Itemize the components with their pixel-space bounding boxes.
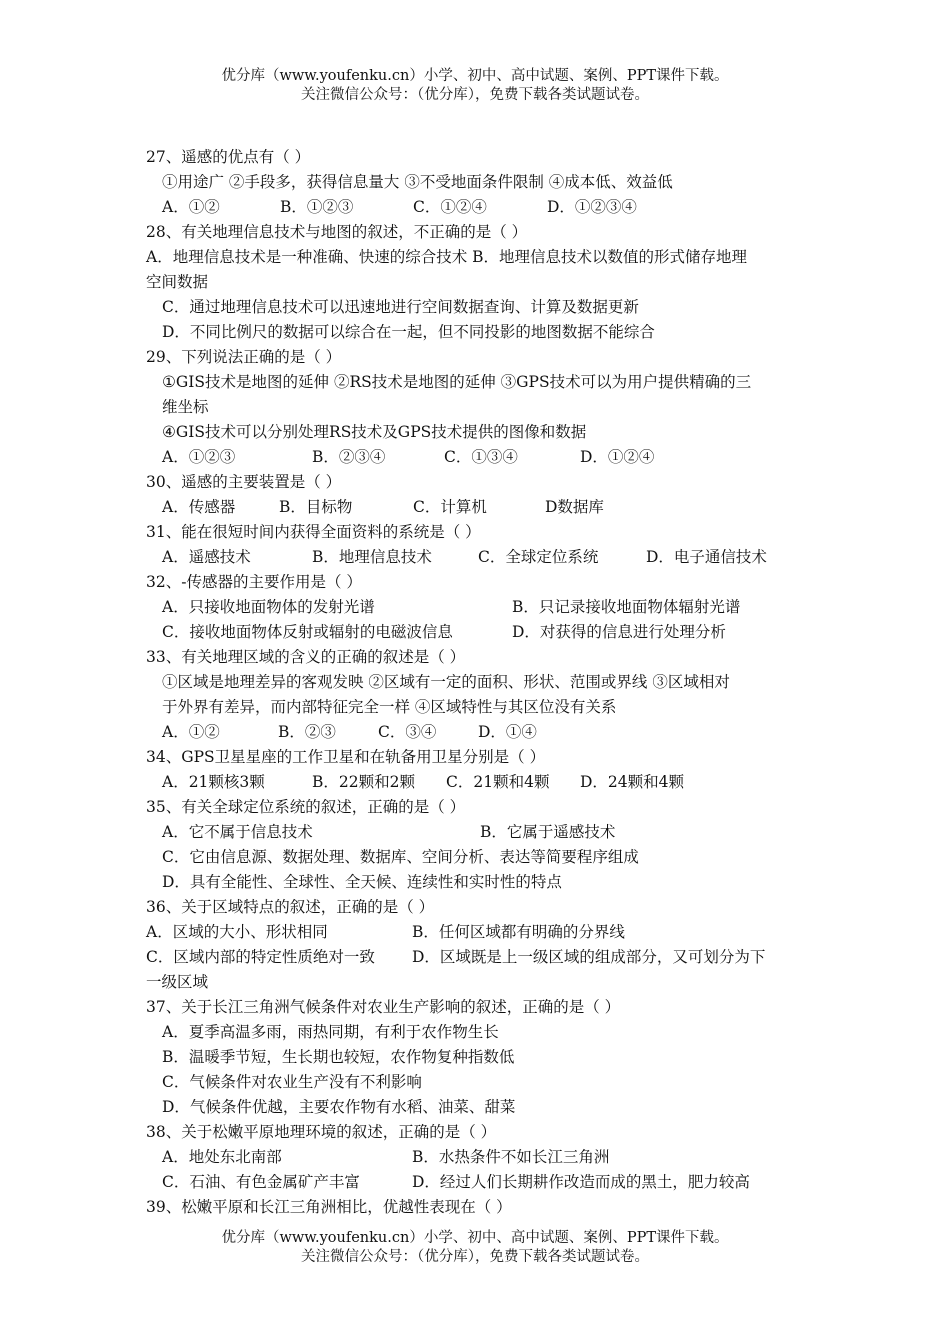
q32-options-row-1 [162, 596, 862, 620]
q28-option-d: D．不同比例尺的数据可以综合在一起，但不同投影的地图数据不能综合 [162, 323, 655, 341]
q32-stem: 32、-传感器的主要作用是（ ） [146, 573, 362, 591]
q33-option-b: B．②③ [278, 723, 336, 741]
q30-stem: 30、遥感的主要装置是（ ） [146, 473, 342, 491]
q31-option-b: B．地理信息技术 [312, 548, 432, 566]
q36-option-d: D．区域既是上一级区域的组成部分，又可划分为下 [412, 948, 766, 966]
q27-option-a: A．①② [162, 198, 220, 216]
q31-stem: 31、能在很短时间内获得全面资料的系统是（ ） [146, 523, 481, 541]
q33-option-c: C．③④ [378, 723, 437, 741]
q35-option-a: A．它不属于信息技术 [162, 823, 313, 841]
q36-option-d-cont: 一级区域 [146, 973, 209, 991]
q37-option-d: D．气候条件优越，主要农作物有水稻、油菜、甜菜 [162, 1098, 516, 1116]
q30-option-c: C．计算机 [413, 498, 487, 516]
q30-option-b: B．目标物 [279, 498, 353, 516]
q31-option-d: D．电子通信技术 [646, 548, 767, 566]
q33-statements-2: 于外界有差异，而内部特征完全一样 ④区域特性与其区位没有关系 [162, 698, 617, 716]
q34-option-a: A．21颗核3颗 [162, 773, 265, 791]
q32-option-b: B．只记录接收地面物体辐射光谱 [512, 598, 741, 616]
q31-options [162, 546, 862, 570]
q35-option-d: D．具有全能性、全球性、全天候、连续性和实时性的特点 [162, 873, 562, 891]
q28-stem: 28、有关地理信息技术与地图的叙述，不正确的是（ ） [146, 223, 528, 241]
q33-statements-1: ①区域是地理差异的客观发映 ②区域有一定的面积、形状、范围或界线 ③区域相对 [162, 673, 730, 691]
q29-statements-1: ①GIS技术是地图的延伸 ②RS技术是地图的延伸 ③GPS技术可以为用户提供精确的三 [162, 373, 752, 391]
q32-option-c: C．接收地面物体反射或辐射的电磁波信息 [162, 623, 453, 641]
q29-stem: 29、下列说法正确的是（ ） [146, 348, 342, 366]
q34-options [162, 771, 862, 795]
q35-options-row-1 [162, 821, 862, 845]
q38-options-row-1 [162, 1146, 862, 1170]
q36-options-row-1 [146, 921, 846, 945]
q30-options [162, 496, 862, 520]
q38-option-b: B．水热条件不如长江三角洲 [412, 1148, 610, 1166]
page-header [0, 67, 950, 105]
header-line-1: 优分库（www.youfenku.cn）小学、初中、高中试题、案例、PPT课件下载。 [221, 68, 729, 84]
q30-option-d: D数据库 [545, 498, 604, 516]
q34-stem: 34、GPS卫星星座的工作卫星和在轨备用卫星分别是（ ） [146, 748, 546, 766]
q38-stem: 38、关于松嫩平原地理环境的叙述，正确的是（ ） [146, 1123, 497, 1141]
q29-option-c: C．①③④ [444, 448, 518, 466]
q32-options-row-2 [162, 621, 862, 645]
q36-options-row-2 [146, 946, 846, 970]
page-footer [0, 1229, 950, 1267]
q31-option-c: C．全球定位系统 [478, 548, 599, 566]
q36-option-b: B．任何区域都有明确的分界线 [412, 923, 625, 941]
q38-option-c: C．石油、有色金属矿产丰富 [162, 1173, 360, 1191]
q35-stem: 35、有关全球定位系统的叙述，正确的是（ ） [146, 798, 466, 816]
q37-option-b: B．温暖季节短，生长期也较短，农作物复种指数低 [162, 1048, 515, 1066]
q33-option-a: A．①② [162, 723, 220, 741]
q27-stem: 27、遥感的优点有（ ） [146, 148, 311, 166]
q32-option-d: D．对获得的信息进行处理分析 [512, 623, 726, 641]
q35-option-b: B．它属于遥感技术 [480, 823, 616, 841]
q28-option-a-b: A．地理信息技术是一种准确、快速的综合技术 B．地理信息技术以数值的形式储存地理 [146, 248, 748, 266]
q31-option-a: A．遥感技术 [162, 548, 251, 566]
q38-option-a: A．地处东北南部 [162, 1148, 282, 1166]
q27-option-d: D．①②③④ [547, 198, 637, 216]
q27-option-c: C．①②④ [413, 198, 487, 216]
q27-options [162, 196, 862, 220]
q34-option-b: B．22颗和2颗 [312, 773, 415, 791]
q27-option-b: B．①②③ [280, 198, 354, 216]
q38-option-d: D．经过人们长期耕作改造而成的黑土，肥力较高 [412, 1173, 750, 1191]
q37-option-a: A．夏季高温多雨，雨热同期，有利于农作物生长 [162, 1023, 499, 1041]
footer-line-1: 优分库（www.youfenku.cn）小学、初中、高中试题、案例、PPT课件下载。 [221, 1230, 729, 1246]
q37-option-c: C．气候条件对农业生产没有不利影响 [162, 1073, 422, 1091]
q33-stem: 33、有关地理区域的含义的正确的叙述是（ ） [146, 648, 466, 666]
q38-options-row-2 [162, 1171, 862, 1195]
q34-option-d: D．24颗和4颗 [580, 773, 685, 791]
header-line-2: 关注微信公众号：（优分库），免费下载各类试题试卷。 [301, 87, 649, 103]
q36-stem: 36、关于区域特点的叙述，正确的是（ ） [146, 898, 435, 916]
q28-option-c: C．通过地理信息技术可以迅速地进行空间数据查询、计算及数据更新 [162, 298, 639, 316]
q29-statements-2: ④GIS技术可以分别处理RS技术及GPS技术提供的图像和数据 [162, 423, 587, 441]
q28-option-b-cont: 空间数据 [146, 273, 209, 291]
q36-option-c: C．区域内部的特定性质绝对一致 [146, 948, 375, 966]
footer-line-2: 关注微信公众号：（优分库），免费下载各类试题试卷。 [301, 1249, 649, 1265]
q39-stem: 39、松嫩平原和长江三角洲相比，优越性表现在（ ） [146, 1198, 512, 1216]
q34-option-c: C．21颗和4颗 [446, 773, 550, 791]
q29-option-a: A．①②③ [162, 448, 236, 466]
q29-option-b: B．②③④ [312, 448, 386, 466]
q32-option-a: A．只接收地面物体的发射光谱 [162, 598, 375, 616]
q33-options [162, 721, 862, 745]
q37-stem: 37、关于长江三角洲气候条件对农业生产影响的叙述，正确的是（ ） [146, 998, 621, 1016]
q29-statements-1-cont: 维坐标 [162, 398, 209, 416]
q35-option-c: C．它由信息源、数据处理、数据库、空间分析、表达等简要程序组成 [162, 848, 639, 866]
q36-option-a: A．区域的大小、形状相同 [146, 923, 328, 941]
q33-option-d: D．①④ [478, 723, 537, 741]
q27-statements: ①用途广 ②手段多，获得信息量大 ③不受地面条件限制 ④成本低、效益低 [162, 173, 673, 191]
q29-options [162, 446, 862, 470]
q30-option-a: A．传感器 [162, 498, 236, 516]
q29-option-d: D．①②④ [580, 448, 655, 466]
